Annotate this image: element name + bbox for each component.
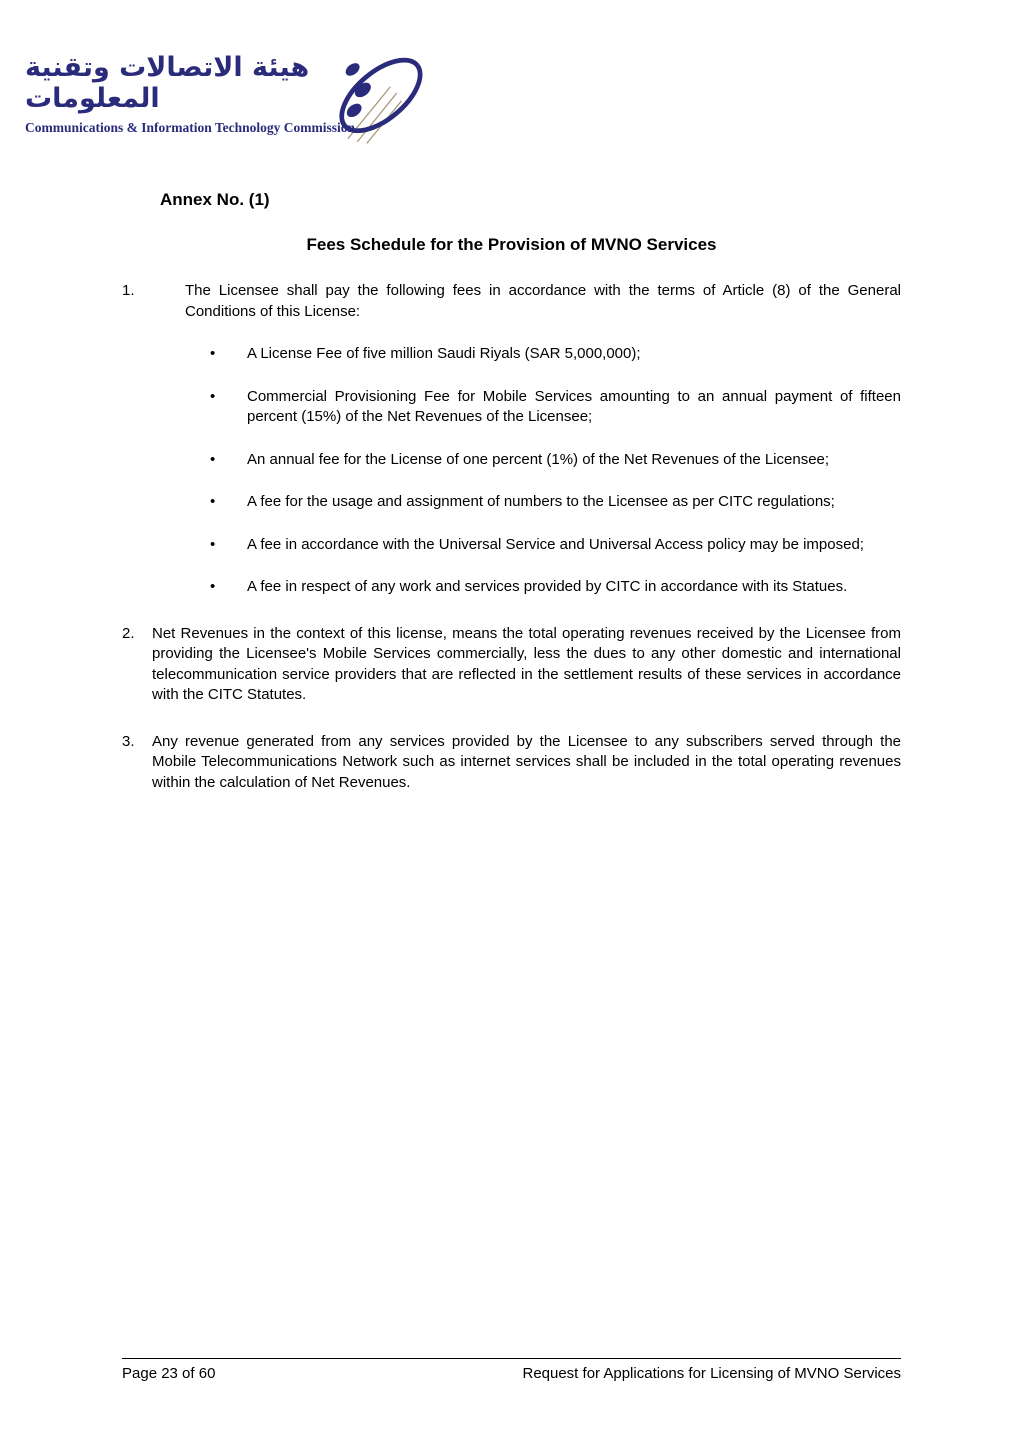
item-text: The Licensee shall pay the following fees in accordance with the terms of Article (8) of the General Conditions of this License: (185, 282, 901, 320)
bullet-icon (210, 387, 247, 428)
list-item (210, 387, 901, 428)
fee-bullet-list (122, 344, 901, 598)
bullet-icon (210, 344, 247, 365)
bullet-icon (210, 535, 247, 556)
document-content (122, 190, 901, 793)
citc-ellipse-logo-icon (318, 38, 436, 156)
logo-english-text: Communications & Information Technology Commission (25, 120, 356, 136)
bullet-text: Commercial Provisioning Fee for Mobile Services amounting to an annual payment of fifteen percent (15%) of the Net Revenues of the Licensee; (247, 387, 901, 425)
item-number: 2. (122, 624, 135, 642)
annex-title: Annex No. (1) (160, 190, 270, 209)
bullet-text: A License Fee of five million Saudi Riyals (SAR 5,000,000); (247, 345, 641, 362)
page-footer (122, 1358, 901, 1382)
list-item (210, 535, 901, 556)
footer-page-number: Page 23 of 60 (122, 1365, 216, 1382)
bullet-text: A fee in respect of any work and services provided by CITC in accordance with its Statues. (247, 578, 848, 595)
bullet-icon (210, 577, 247, 598)
bullet-text: A fee for the usage and assignment of numbers to the Licensee as per CITC regulations; (247, 493, 835, 510)
item-text: Any revenue generated from any services provided by the Licensee to any subscribers served through the Mobile Telecommunications Network such as internet services shall be included in the total operating revenues within the calculation of Net Revenues. (152, 732, 901, 791)
list-item (210, 492, 901, 513)
list-item-3 (122, 732, 901, 794)
bullet-icon (210, 492, 247, 513)
list-item (210, 450, 901, 471)
citc-logo (25, 52, 356, 136)
list-item (210, 577, 901, 598)
item-number: 3. (122, 732, 135, 750)
page-title: Fees Schedule for the Provision of MVNO Services (306, 234, 717, 254)
list-item-1 (122, 281, 901, 322)
bullet-text: A fee in accordance with the Universal Service and Universal Access policy may be imposed; (247, 535, 864, 553)
list-item-2 (122, 624, 901, 706)
item-text: Net Revenues in the context of this license, means the total operating revenues received by the Licensee from providing the Licensee's Mobile Services commercially, less the dues to any other domestic and international telecommunication service providers that are reflected in the settlement results of these services in accordance with the CITC Statutes. (152, 624, 901, 703)
item-number: 1. (122, 282, 135, 299)
list-item (210, 344, 901, 365)
logo-arabic-text: هيئة الاتصالات وتقنية المعلومات (25, 52, 310, 115)
footer-document-title: Request for Applications for Licensing of MVNO Services (522, 1365, 901, 1382)
bullet-text: An annual fee for the License of one percent (1%) of the Net Revenues of the Licensee; (247, 450, 830, 468)
bullet-icon (210, 450, 247, 471)
